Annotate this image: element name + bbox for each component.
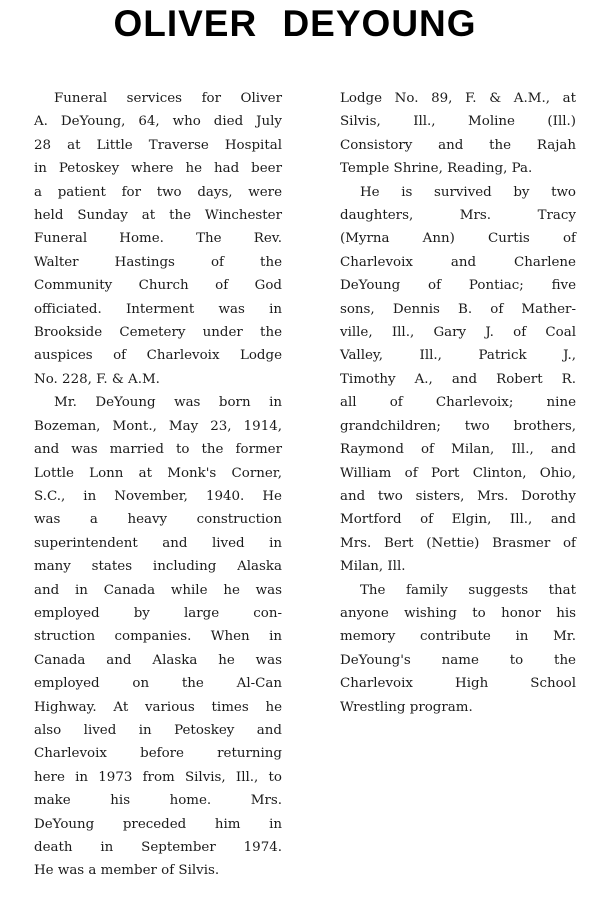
text-line: ville, Ill., Gary J. of Coal bbox=[340, 325, 576, 341]
text-line: Mr. DeYoung was born in bbox=[54, 395, 282, 411]
text-line: 28 at Little Traverse Hospital bbox=[34, 137, 282, 153]
text-line: S.C., in November, 1940. He bbox=[34, 488, 282, 504]
text-line: anyone wishing to honor his bbox=[340, 605, 576, 621]
text-line: employed on the Al-Can bbox=[34, 676, 282, 692]
paragraph-p2 bbox=[14, 391, 282, 883]
text-line: William of Port Clinton, Ohio, bbox=[340, 465, 576, 481]
text-line: Community Church of God bbox=[34, 278, 282, 294]
text-line: also lived in Petoskey and bbox=[34, 722, 282, 738]
text-line: memory contribute in Mr. bbox=[340, 629, 576, 645]
text-line: and in Canada while he was bbox=[34, 582, 282, 598]
text-line: DeYoung's name to the bbox=[340, 652, 576, 668]
text-line: auspices of Charlevoix Lodge bbox=[34, 348, 282, 364]
text-line: Consistory and the Rajah bbox=[340, 137, 576, 153]
text-line: held Sunday at the Winchester bbox=[34, 208, 282, 224]
text-line: Temple Shrine, Reading, Pa. bbox=[340, 161, 533, 177]
text-line: Funeral services for Oliver bbox=[54, 91, 282, 106]
paragraph-p3 bbox=[320, 87, 576, 181]
text-line: Milan, Ill. bbox=[340, 559, 406, 575]
text-line: struction companies. When in bbox=[34, 629, 282, 645]
text-line: Canada and Alaska he was bbox=[34, 652, 282, 668]
text-line: The family suggests that bbox=[360, 582, 576, 598]
text-line: grandchildren; two brothers, bbox=[340, 418, 576, 434]
text-line: daughters, Mrs. Tracy bbox=[340, 208, 576, 224]
text-line: superintendent and lived in bbox=[34, 535, 282, 551]
text-line: DeYoung of Pontiac; five bbox=[340, 278, 576, 294]
text-line: Raymond of Milan, Ill., and bbox=[340, 442, 576, 458]
text-line: Wrestling program. bbox=[340, 699, 473, 715]
text-line: DeYoung preceded him in bbox=[34, 816, 282, 832]
text-line: A. DeYoung, 64, who died July bbox=[34, 114, 282, 130]
paragraph-p4 bbox=[320, 181, 576, 579]
text-line: death in September 1974. bbox=[34, 840, 282, 855]
text-line: employed by large con- bbox=[34, 605, 282, 621]
text-line: Funeral Home. The Rev. bbox=[34, 231, 282, 247]
text-line: was a heavy construction bbox=[34, 512, 282, 528]
left-column bbox=[14, 87, 282, 883]
text-line: Charlevoix and Charlene bbox=[340, 254, 576, 270]
text-line: Walter Hastings of the bbox=[34, 254, 282, 270]
headline: OLIVER DEYOUNG bbox=[113, 3, 477, 44]
text-line: and was married to the former bbox=[34, 442, 282, 458]
text-line: Mrs. Bert (Nettie) Brasmer of bbox=[340, 535, 576, 551]
right-column bbox=[320, 87, 576, 719]
text-line: Timothy A., and Robert R. bbox=[340, 371, 576, 387]
paragraph-p5 bbox=[320, 579, 576, 719]
text-line: (Myrna Ann) Curtis of bbox=[340, 231, 576, 247]
text-line: in Petoskey where he had beer bbox=[34, 161, 282, 177]
text-line: No. 228, F. & A.M. bbox=[34, 371, 160, 387]
text-line: Mortford of Elgin, Ill., and bbox=[340, 512, 576, 528]
text-line: Charlevoix before returning bbox=[34, 746, 282, 762]
paragraph-p1 bbox=[14, 87, 282, 391]
text-line: all of Charlevoix; nine bbox=[340, 395, 576, 411]
text-line: make his home. Mrs. bbox=[34, 793, 282, 809]
text-line: He was a member of Silvis. bbox=[34, 863, 220, 879]
text-line: He is survived by two bbox=[360, 184, 576, 200]
text-line: and two sisters, Mrs. Dorothy bbox=[340, 488, 576, 504]
text-line: Highway. At various times he bbox=[34, 699, 282, 715]
text-line: Silvis, Ill., Moline (Ill.) bbox=[340, 114, 576, 130]
text-line: Brookside Cemetery under the bbox=[34, 325, 282, 341]
text-line: officiated. Interment was in bbox=[34, 301, 282, 317]
text-line: many states including Alaska bbox=[34, 559, 282, 575]
text-line: a patient for two days, were bbox=[34, 184, 282, 200]
text-line: Charlevoix High School bbox=[340, 676, 576, 692]
text-line: Bozeman, Mont., May 23, 1914, bbox=[34, 418, 282, 434]
text-line: here in 1973 from Silvis, Ill., to bbox=[34, 769, 282, 785]
text-line: Valley, Ill., Patrick J., bbox=[340, 348, 576, 364]
text-line: sons, Dennis B. of Mather- bbox=[340, 301, 576, 317]
text-line: Lottle Lonn at Monk's Corner, bbox=[34, 465, 282, 481]
text-line: Lodge No. 89, F. & A.M., at bbox=[340, 91, 576, 106]
